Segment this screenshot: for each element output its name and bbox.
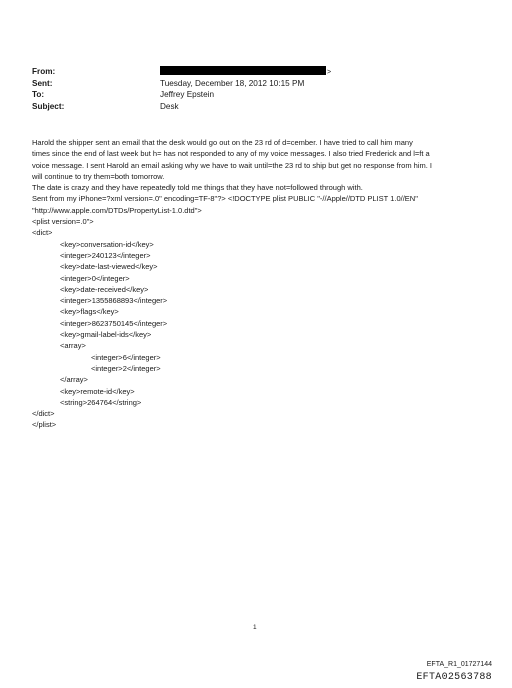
body-line: The date is crazy and they have repeatedly told me things that they have not=followed through with. <box>32 183 363 193</box>
xml-array-open: <array> <box>60 341 86 351</box>
xml-entry: <key>flags</key> <box>60 307 119 317</box>
xml-entry: <integer>0</integer> <box>60 273 130 283</box>
xml-array-item: <integer>6</integer> <box>91 352 161 362</box>
xml-dict-open: <dict> <box>32 228 53 238</box>
subject-row <box>32 101 331 113</box>
subject-value: Desk <box>160 101 179 111</box>
to-value: Jeffrey Epstein <box>160 90 215 99</box>
to-label: To: <box>32 90 45 99</box>
email-header <box>32 66 331 112</box>
body-line: Harold the shipper sent an email that the desk would go out on the 23 rd of d=cember. I have tried to call him many <box>32 138 413 147</box>
xml-plist-open: <plist version=.0"> <box>32 217 94 227</box>
body-line: "http://www.apple.com/DTDs/PropertyList-1.0.dtd"> <box>32 205 202 215</box>
body-line: voice message. I sent Harold an email asking why we have to wait until=the 23 rd to ship but get no response from him. I <box>32 160 433 170</box>
xml-dict-close: </dict> <box>32 409 55 419</box>
xml-entry: <key>date-last-viewed</key> <box>60 262 158 272</box>
sent-value: Tuesday, December 18, 2012 10:15 PM <box>160 78 305 88</box>
xml-array-item: <integer>2</integer> <box>91 363 161 373</box>
xml-entry: <integer>240123</integer> <box>60 250 151 260</box>
xml-array-close: </array> <box>60 375 88 385</box>
from-row <box>32 66 331 78</box>
redaction-box <box>160 66 326 75</box>
xml-entry: <string>264764</string> <box>60 397 142 407</box>
from-value-suffix: > <box>327 69 332 76</box>
xml-plist-close: </plist> <box>32 420 57 430</box>
xml-entry: <integer>1355868893</integer> <box>60 296 168 306</box>
body-line: Sent from my iPhone=?xml version=.0" encoding=TF-8"?> <!DOCTYPE plist PUBLIC "-//Apple//DTD PLIST 1.0//EN" <box>32 194 418 204</box>
bates-number-secondary: EFTA02563788 <box>416 672 492 683</box>
to-row <box>32 89 331 101</box>
body-line: times since the end of last week but h= has not responded to any of my voice messages. I also tried Frederick and l=ft a <box>32 149 430 159</box>
xml-entry: <key>date-received</key> <box>60 284 149 294</box>
from-label: From: <box>32 67 56 76</box>
xml-entry: <integer>8623750145</integer> <box>60 318 168 328</box>
page-number: 1 <box>253 624 257 631</box>
from-value <box>160 66 331 78</box>
subject-label: Subject: <box>32 101 65 111</box>
body-line: will continue to try them=both tomorrow. <box>32 171 165 181</box>
xml-entry: <key>remote-id</key> <box>60 386 135 396</box>
email-body <box>32 137 492 431</box>
sent-row <box>32 78 331 90</box>
xml-entry: <key>conversation-id</key> <box>60 239 154 249</box>
bates-number-primary: EFTA_R1_01727144 <box>426 661 492 668</box>
sent-label: Sent: <box>32 78 53 88</box>
xml-entry: <key>gmail-label-ids</key> <box>60 330 152 340</box>
